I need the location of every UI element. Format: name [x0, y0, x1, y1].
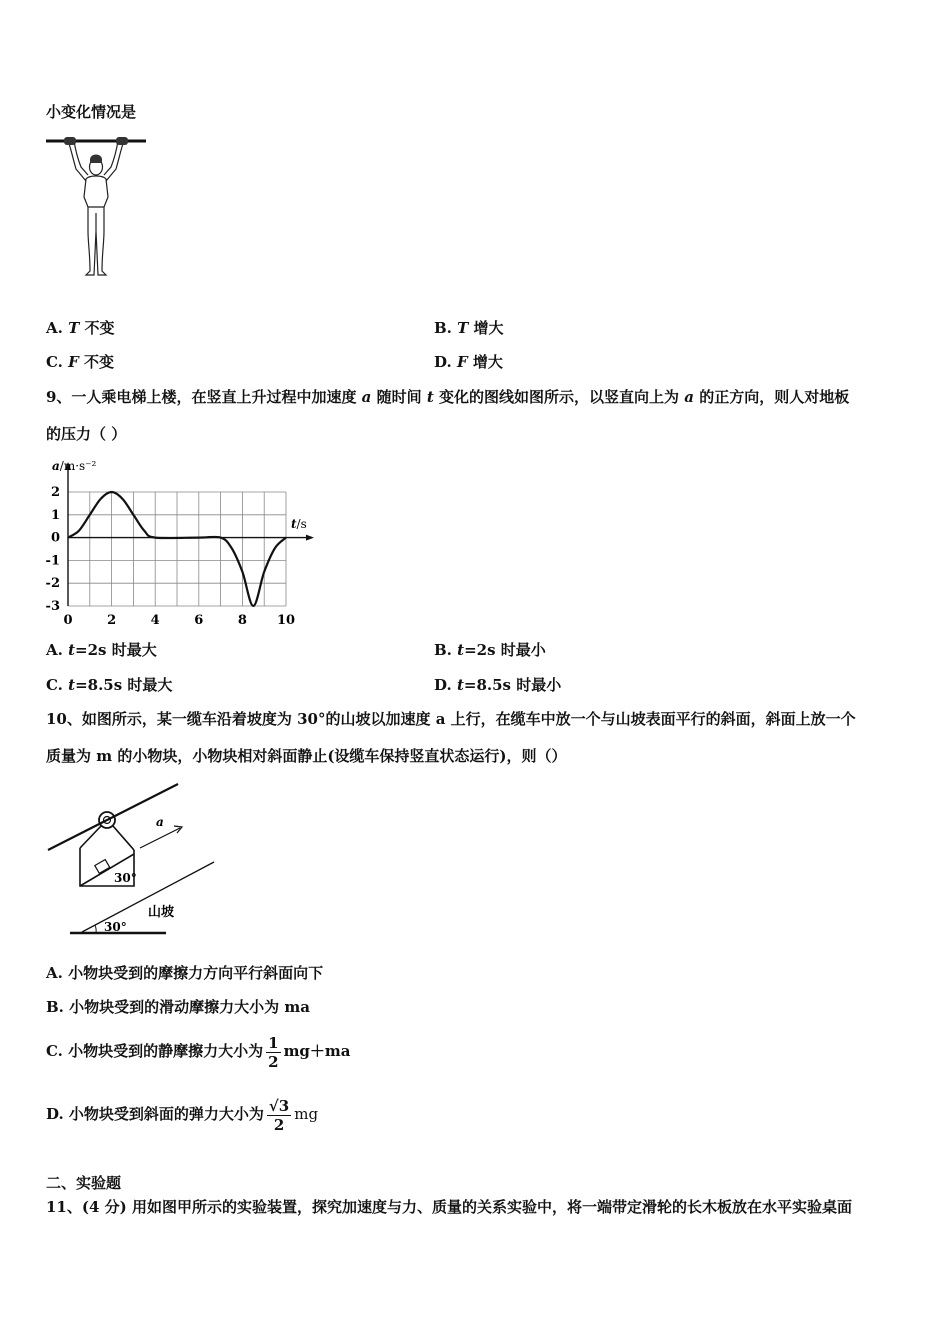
- question-11-line1: 11、(4 分) 用如图甲所示的实验装置，探究加速度与力、质量的关系实验中，将一端带定滑轮的长木板放在水平实验桌面: [46, 1198, 852, 1216]
- fraction-half: $\frac{1}{2}$: [268, 1033, 279, 1071]
- option-9c[interactable]: C. t=8.5s 时最大: [46, 676, 173, 694]
- option-8d[interactable]: D. F 增大: [434, 353, 503, 371]
- option-8b[interactable]: B. T 增大: [434, 319, 504, 337]
- y-tick-label: -3: [45, 599, 60, 614]
- x-tick-label: 2: [107, 613, 117, 628]
- y-tick-label: 0: [50, 530, 60, 546]
- option-10b[interactable]: B. 小物块受到的滑动摩擦力大小为 ma: [46, 998, 310, 1016]
- ground-angle-label: 30°: [104, 920, 127, 934]
- y-tick-label: 1: [50, 507, 60, 523]
- option-9d[interactable]: D. t=8.5s 时最小: [434, 676, 562, 694]
- option-8c[interactable]: C. F 不变: [46, 353, 115, 371]
- y-tick-label: -2: [45, 576, 60, 592]
- chart-ylabel: a/m·s⁻²: [52, 459, 97, 473]
- fraction-sqrt3-half: $\frac{√3}{2}$: [268, 1096, 290, 1134]
- x-tick-label: 10: [276, 613, 296, 628]
- question-10-line1: 10、如图所示，某一缆车沿着坡度为 30°的山坡以加速度 a 上行，在缆车中放一个与山坡表面平行的斜面，斜面上放一个: [46, 710, 856, 728]
- hanging-man-figure: [44, 135, 154, 283]
- option-9a[interactable]: A. t=2s 时最大: [46, 641, 157, 659]
- chart-axes: [65, 462, 314, 606]
- x-axis-arrow: [306, 535, 314, 541]
- option-8a[interactable]: A. T 不变: [46, 319, 115, 337]
- x-tick-label: 8: [237, 613, 247, 628]
- car-angle-label: 30°: [114, 871, 137, 885]
- option-10a[interactable]: A. 小物块受到的摩擦力方向平行斜面向下: [46, 964, 324, 982]
- question-9-line2: 的压力（ ）: [46, 425, 127, 443]
- chart-tick-labels: [46, 485, 296, 628]
- accel-label: a: [156, 815, 164, 829]
- question-9-line1: 9、一人乘电梯上楼，在竖直上升过程中加速度 a 随时间 t 变化的图线如图所示，以竖直向上为 a 的正方向，则人对地板: [46, 388, 850, 406]
- option-10d[interactable]: D. 小物块受到斜面的弹力大小为 $\frac{√3}{2}$ mg: [46, 1096, 319, 1134]
- x-tick-label: 6: [194, 613, 204, 628]
- y-tick-label: 2: [50, 485, 60, 500]
- y-tick-label: -1: [45, 553, 60, 569]
- option-10c[interactable]: C. 小物块受到的静摩擦力大小为 $\frac{1}{2}$ mg＋ma: [46, 1033, 351, 1071]
- chart-grid: [68, 492, 286, 606]
- slope-label: 山坡: [148, 905, 175, 920]
- section-title: 二、实验题: [46, 1174, 122, 1192]
- question-10-line2: 质量为 m 的小物块，小物块相对斜面静止(设缆车保持竖直状态运行)，则（）: [46, 747, 567, 765]
- option-9b[interactable]: B. t=2s 时最小: [434, 641, 546, 659]
- chart-xlabel: t/s: [291, 517, 307, 531]
- acceleration-time-chart: [40, 452, 320, 630]
- cable-car-figure: [44, 780, 224, 940]
- x-tick-label: 0: [63, 613, 73, 628]
- x-tick-label: 4: [150, 613, 160, 628]
- question-8-tail: 小变化情况是: [46, 103, 137, 121]
